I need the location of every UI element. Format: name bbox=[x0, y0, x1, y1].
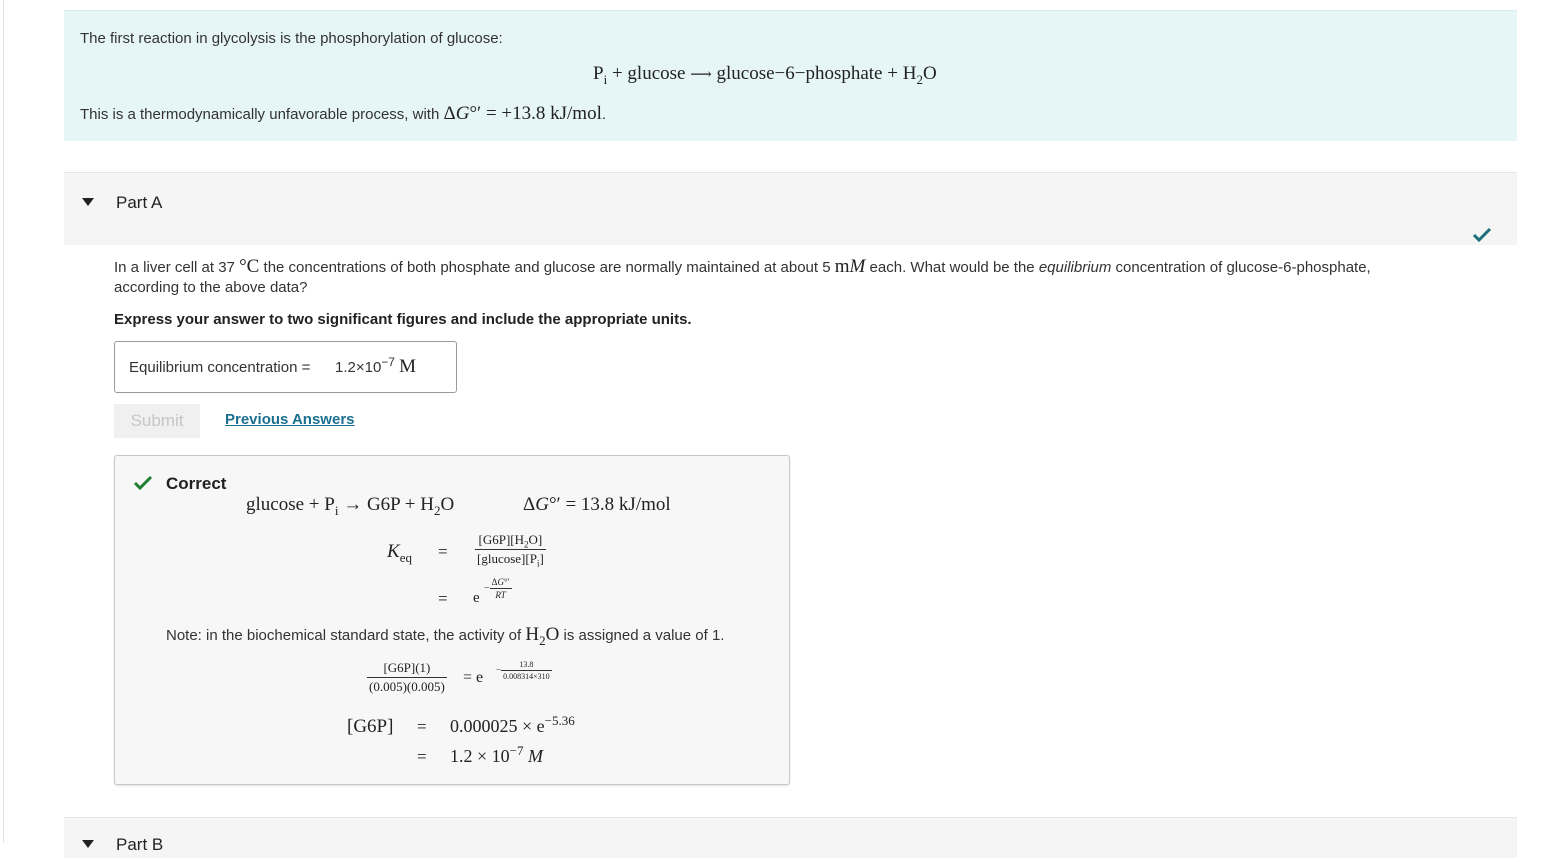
intro-thermo-text: This is a thermodynamically unfavorable process, with ΔG°′ = +13.8 kJ/mol. bbox=[80, 103, 607, 124]
answer-field[interactable] bbox=[114, 341, 457, 393]
equals-sign: = bbox=[438, 542, 448, 561]
previous-answers-link[interactable]: Previous Answers bbox=[225, 411, 355, 428]
part-b-header[interactable] bbox=[64, 817, 1517, 858]
exponent-fraction: − $\frac{\Delta G^\circ'}{RT}$ bbox=[484, 577, 510, 600]
keq-fraction: $\frac{[G6P][H_2O]}{[glucose][P_i]}$ bbox=[477, 532, 544, 569]
intro-text: The first reaction in glycolysis is the phosphorylation of glucose: bbox=[80, 30, 503, 47]
feedback-title: Correct bbox=[166, 474, 227, 493]
equals-sign: = bbox=[438, 589, 448, 608]
part-a-title: Part A bbox=[116, 193, 163, 212]
instruction-text: Express your answer to two significant figures and include the appropriate units. bbox=[114, 311, 692, 328]
correct-check-icon bbox=[133, 475, 153, 491]
answer-value: $1.2\times 10^{-7}$ M bbox=[335, 355, 417, 377]
g6p-label: [G6P] bbox=[347, 716, 394, 737]
keq-label: $K_{eq}$ bbox=[387, 541, 412, 565]
intro-panel bbox=[64, 10, 1517, 141]
g6p-result: $1.2 \times 10^{-7}$ M bbox=[450, 743, 543, 766]
part-b-title: Part B bbox=[116, 835, 164, 854]
calc-equals-exp: = e bbox=[463, 669, 484, 686]
collapse-triangle-icon[interactable] bbox=[82, 198, 94, 206]
note-text: Note: in the biochemical standard state, the activity of $H_2O$ is assigned a value of 1. bbox=[166, 624, 725, 648]
delta-g-value: ΔG°′ = +13.8 kJ/mol bbox=[443, 103, 602, 124]
calc-fraction: $\frac{[G6P](1)}{(0.005)(0.005)}$ bbox=[369, 660, 445, 694]
submit-button[interactable]: Submit bbox=[114, 404, 200, 438]
equals-sign: = bbox=[417, 717, 427, 736]
feedback-delta-g: ΔG°′ = 13.8 kJ/mol bbox=[523, 494, 671, 515]
feedback-reaction: $glucose + P_i \to G6P + H_2O$ bbox=[246, 494, 455, 518]
answer-label: Equilibrium concentration = bbox=[129, 359, 311, 376]
expand-triangle-icon[interactable] bbox=[82, 840, 94, 848]
part-a-header[interactable] bbox=[64, 172, 1517, 245]
check-icon bbox=[1472, 227, 1492, 243]
g6p-step1: $0.000025 \times e^{-5.36}$ bbox=[450, 713, 575, 736]
question-text: In a liver cell at 37 °C the concentrations of both phosphate and glucose are normally maintained at about 5 mM each. What would be the equilibrium concentration of glucose-6-phosphate, according to the above data? bbox=[114, 256, 1371, 296]
left-border bbox=[3, 0, 4, 843]
exponential-expression: e bbox=[473, 590, 480, 606]
calc-exponent: − $\frac{13.8}{0.008314\times 310}$ bbox=[496, 660, 550, 681]
equals-sign: = bbox=[417, 747, 427, 766]
feedback-panel bbox=[114, 455, 790, 785]
reaction-equation: $P_i + glucose$ ⟶ glucose−6−phosphate + $H_2O$ bbox=[593, 63, 937, 87]
